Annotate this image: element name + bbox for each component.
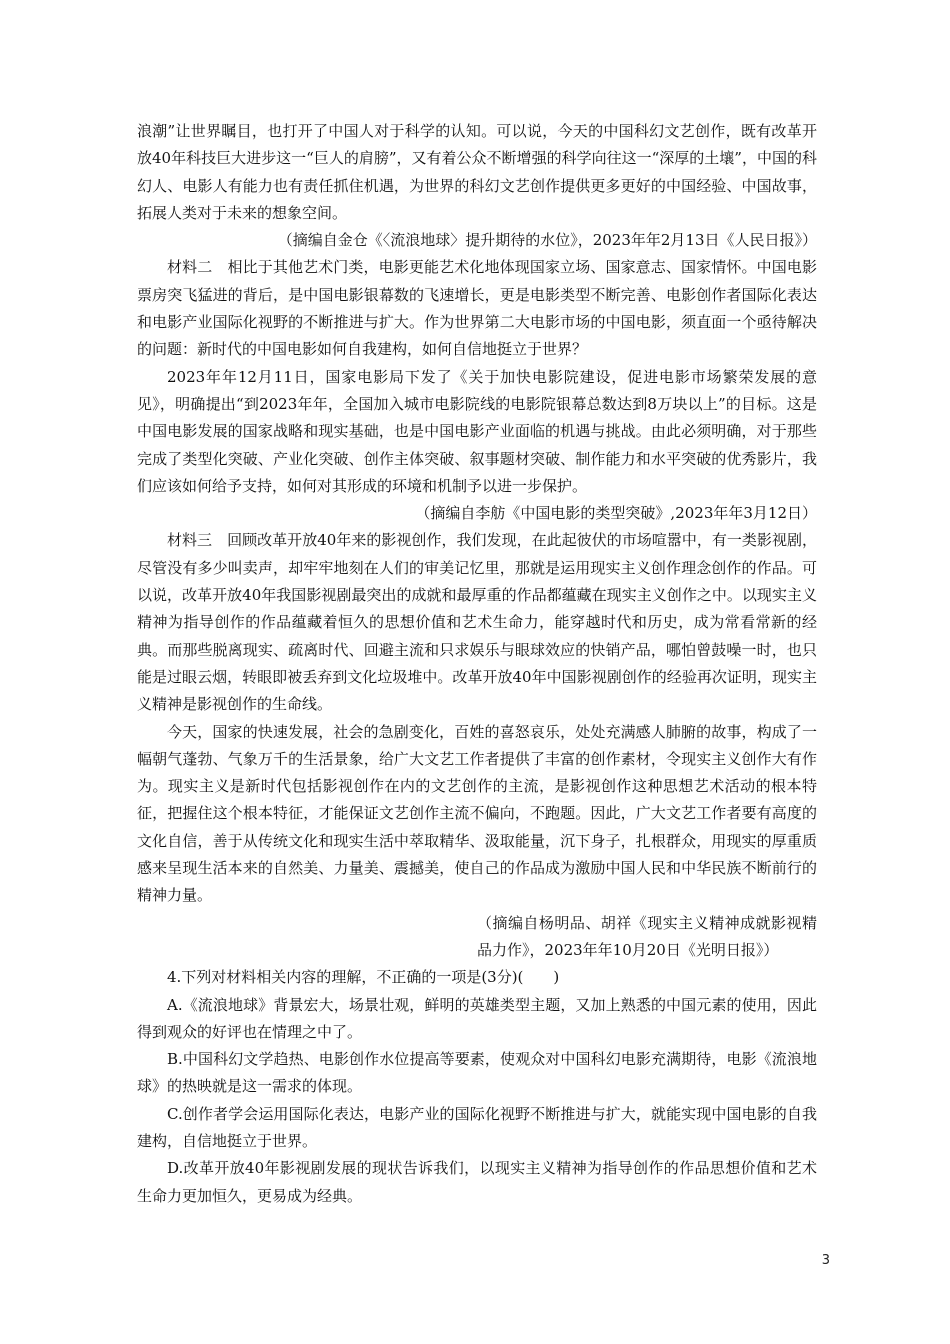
material-three-paragraph-2: 今天，国家的快速发展，社会的急剧变化，百姓的喜怒哀乐，处处充满感人肺腑的故事，构成了一幅朝气蓬勃、气象万千的生活景象，给广大文艺工作者提供了丰富的创作素材，令现实主义创作大有作为。现实主义是新时代包括影视创作在内的文艺创作的主流，是影视创作这种思想艺术活动的根本特征，把握住这个根本特征，才能保证文艺创作主流不偏向，不跑题。因此，广大文艺工作者要有高度的文化自信，善于从传统文化和现实生活中萃取精华、汲取能量，沉下身子，扎根群众，用现实的厚重质感来呈现生活本来的自然美、力量美、震撼美，使自己的作品成为激励中国人民和中华民族不断前行的精神力量。 [137,722,817,905]
material-three-paragraph-1: 材料三 回顾改革开放40年来的影视创作，我们发现，在此起彼伏的市场喧嚣中，有一类影视剧，尽管没有多少叫卖声，却牢牢地刻在人们的审美记忆里，那就是运用现实主义创作理念创作的作品。可以说，改革开放40年我国影视剧最突出的成就和最厚重的作品都蕴藏在现实主义创作之中。以现实主义精神为指导创作的作品蕴藏着恒久的思想价值和艺术生命力，能穿越时代和历史，成为常看常新的经典。而那些脱离现实、疏离时代、回避主流和只求娱乐与眼球效应的快销产品，哪怕曾鼓噪一时，也只能是过眼云烟，转眼即被丢弃到文化垃圾堆中。改革开放40年中国影视剧创作的经验再次证明，现实主义精神是影视创作的生命线。 [137,531,817,714]
question-stem: 4.下列对材料相关内容的理解，不正确的一项是(3分)( ) [167,968,560,987]
source-citation-2: （摘编自李舫《中国电影的类型突破》,2023年年3月12日） [415,504,817,523]
option-b: B.中国科幻文学趋热、电影创作水位提高等要素，使观众对中国科幻电影充满期待，电影《流浪地球》的热映就是这一需求的体现。 [137,1050,817,1096]
source-citation-1: （摘编自金仓《〈流浪地球〉提升期待的水位》，2023年年2月13日《人民日报》） [277,231,817,250]
document-page [137,118,817,1210]
option-c: C.创作者学会运用国际化表达，电影产业的国际化视野不断推进与扩大，就能实现中国电影的自我建构，自信地挺立于世界。 [137,1104,817,1150]
material-two-paragraph-2: 2023年年12月11日，国家电影局下发了《关于加快电影院建设，促进电影市场繁荣发展的意见》，明确提出“到2023年年，全国加入城市电影院线的电影院银幕总数达到8万块以上”的目标。这是中国电影发展的国家战略和现实基础，也是中国电影产业面临的机遇与挑战。由此必须明确，对于那些完成了类型化突破、产业化突破、创作主体突破、叙事题材突破、制作能力和水平突破的优秀影片，我们应该如何给予支持，如何对其形成的环境和机制予以进一步保护。 [137,367,817,495]
source-citation-3: （摘编自杨明品、胡祥《现实主义精神成就影视精品力作》，2023年年10月20日《光明日报》） [477,913,817,959]
option-d: D.改革开放40年影视剧发展的现状告诉我们，以现实主义精神为指导创作的作品思想价值和艺术生命力更加恒久，更易成为经典。 [137,1159,817,1205]
paragraph-continuation: 浪潮”让世界瞩目，也打开了中国人对于科学的认知。可以说，今天的中国科幻文艺创作，既有改革开放40年科技巨大进步这一“巨人的肩膀”，又有着公众不断增强的科学向往这一“深厚的土壤”，中国的科幻人、电影人有能力也有责任抓住机遇，为世界的科幻文艺创作提供更多更好的中国经验、中国故事，拓展人类对于未来的想象空间。 [137,122,817,222]
option-a: A.《流浪地球》背景宏大，场景壮观，鲜明的英雄类型主题，又加上熟悉的中国元素的使用，因此得到观众的好评也在情理之中了。 [137,995,817,1041]
page-number: 3 [821,1253,830,1268]
material-two-paragraph-1: 材料二 相比于其他艺术门类，电影更能艺术化地体现国家立场、国家意志、国家情怀。中国电影票房突飞猛进的背后，是中国电影银幕数的飞速增长，更是电影类型不断完善、电影创作者国际化表达和电影产业国际化视野的不断推进与扩大。作为世界第二大电影市场的中国电影，须直面一个亟待解决的问题：新时代的中国电影如何自我建构，如何自信地挺立于世界？ [137,258,817,359]
